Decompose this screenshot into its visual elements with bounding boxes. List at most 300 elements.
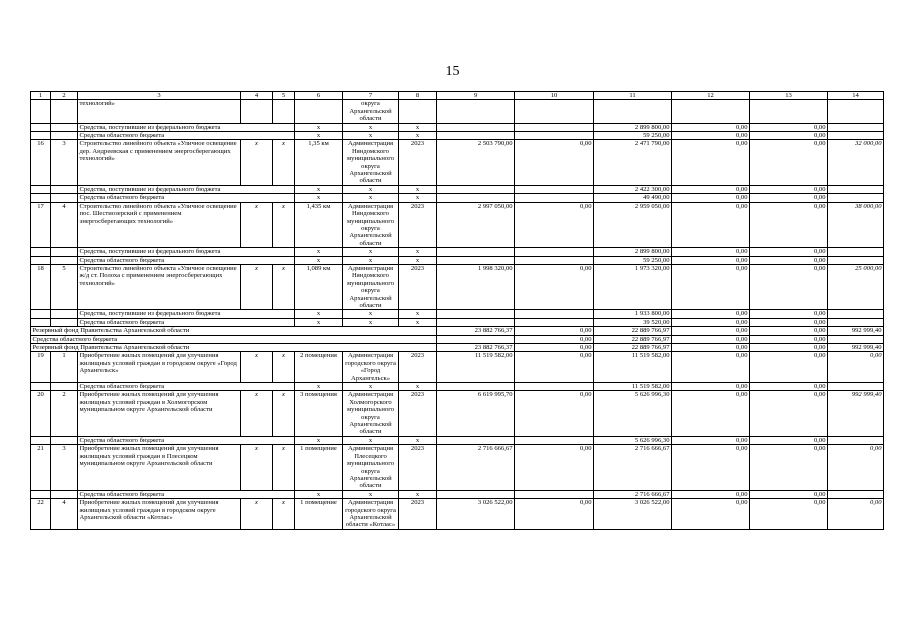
- table-cell: [273, 100, 295, 123]
- column-header: 8: [399, 92, 437, 100]
- table-cell: х: [343, 490, 399, 498]
- table-cell: [515, 383, 594, 391]
- table-cell: [31, 185, 51, 193]
- table-cell: 5 626 996,30: [594, 436, 672, 444]
- funding-source-row: [31, 490, 884, 498]
- table-cell: 0,00: [672, 327, 750, 335]
- total-row: [31, 335, 884, 343]
- table-cell: 0,00: [750, 248, 828, 256]
- table-cell: 2023: [399, 445, 437, 490]
- table-cell: 3 026 522,00: [594, 499, 672, 530]
- table-cell: 0,00: [750, 490, 828, 498]
- table-cell: технологий»: [78, 100, 241, 123]
- total-label: Средства областного бюджета: [31, 335, 437, 343]
- table-cell: 0,00: [672, 123, 750, 131]
- table-cell: [295, 100, 343, 123]
- table-cell: х: [399, 310, 437, 318]
- table-cell: [437, 194, 515, 202]
- table-cell: Строительство линейного объекта «Уличное освещение ж/д ст. Полоха с применением энергосберегающих технологий»: [78, 264, 241, 309]
- funding-source-row: [31, 256, 884, 264]
- table-cell: 2023: [399, 391, 437, 436]
- table-cell: х: [399, 132, 437, 140]
- funding-source-label: Средства областного бюджета: [78, 318, 295, 326]
- funding-source-label: Средства областного бюджета: [78, 132, 295, 140]
- table-cell: 0,00: [515, 344, 594, 352]
- funding-source-row: [31, 310, 884, 318]
- table-cell: 0,00: [672, 194, 750, 202]
- table-cell: 5 626 996,30: [594, 391, 672, 436]
- table-cell: 0,00: [515, 140, 594, 185]
- table-cell: 2 716 666,67: [594, 490, 672, 498]
- table-cell: [437, 185, 515, 193]
- table-cell: 0,00: [750, 383, 828, 391]
- funding-source-row: [31, 194, 884, 202]
- table-cell: 992 999,40: [828, 327, 884, 335]
- table-cell: 0,00: [672, 264, 750, 309]
- table-cell: 3 026 522,00: [437, 499, 515, 530]
- table-cell: [31, 318, 51, 326]
- table-cell: х: [295, 318, 343, 326]
- table-cell: х: [343, 194, 399, 202]
- table-cell: [750, 100, 828, 123]
- table-cell: [828, 123, 884, 131]
- table-cell: 4: [51, 202, 78, 247]
- table-cell: Администрация Няндомского муниципального округа Архангельской области: [343, 264, 399, 309]
- table-cell: [515, 123, 594, 131]
- table-cell: [515, 256, 594, 264]
- table-cell: [31, 256, 51, 264]
- table-cell: 0,00: [828, 499, 884, 530]
- table-cell: 2 959 050,00: [594, 202, 672, 247]
- table-cell: х: [343, 123, 399, 131]
- table-cell: 2023: [399, 140, 437, 185]
- column-header: 11: [594, 92, 672, 100]
- budget-table: [30, 91, 884, 530]
- table-cell: 1,435 км: [295, 202, 343, 247]
- table-cell: 2 997 050,00: [437, 202, 515, 247]
- table-cell: 6 619 995,70: [437, 391, 515, 436]
- table-cell: х: [399, 383, 437, 391]
- project-row: [31, 100, 884, 123]
- table-cell: х: [399, 318, 437, 326]
- page-number: 15: [445, 64, 460, 79]
- column-header: 1: [31, 92, 51, 100]
- table-cell: [437, 132, 515, 140]
- table-cell: [515, 490, 594, 498]
- table-cell: 0,00: [750, 256, 828, 264]
- column-header: 5: [273, 92, 295, 100]
- table-cell: х: [273, 445, 295, 490]
- table-cell: 0,00: [750, 318, 828, 326]
- table-cell: 0,00: [750, 445, 828, 490]
- table-cell: 1,35 км: [295, 140, 343, 185]
- table-cell: [51, 185, 78, 193]
- table-cell: х: [241, 202, 273, 247]
- table-cell: [51, 436, 78, 444]
- table-cell: 18: [31, 264, 51, 309]
- table-cell: [828, 256, 884, 264]
- column-header: 10: [515, 92, 594, 100]
- table-cell: [51, 123, 78, 131]
- funding-source-label: Средства областного бюджета: [78, 436, 295, 444]
- table-cell: 4: [51, 499, 78, 530]
- total-label: Резервный фонд Правительства Архангельской области: [31, 344, 437, 352]
- table-cell: [437, 335, 515, 343]
- table-cell: 2023: [399, 352, 437, 383]
- table-cell: [828, 318, 884, 326]
- table-cell: Администрация городского округа «Город Архангельск»: [343, 352, 399, 383]
- table-cell: 0,00: [750, 185, 828, 193]
- table-cell: х: [295, 383, 343, 391]
- table-cell: 992 999,40: [828, 344, 884, 352]
- table-cell: х: [343, 436, 399, 444]
- table-cell: х: [295, 490, 343, 498]
- table-cell: [51, 256, 78, 264]
- table-cell: 0,00: [828, 352, 884, 383]
- project-row: [31, 352, 884, 383]
- table-cell: 11 519 582,00: [594, 352, 672, 383]
- table-cell: 0,00: [828, 445, 884, 490]
- funding-source-label: Средства областного бюджета: [78, 383, 295, 391]
- table-cell: 32 000,00: [828, 140, 884, 185]
- table-cell: [437, 490, 515, 498]
- table-cell: х: [343, 185, 399, 193]
- column-header: 13: [750, 92, 828, 100]
- table-cell: 1 помещение: [295, 445, 343, 490]
- table-cell: 0,00: [672, 391, 750, 436]
- table-cell: [828, 490, 884, 498]
- table-cell: 0,00: [672, 436, 750, 444]
- table-cell: [437, 310, 515, 318]
- table-cell: 38 000,00: [828, 202, 884, 247]
- table-cell: 0,00: [750, 264, 828, 309]
- table-cell: х: [295, 436, 343, 444]
- table-cell: 2 899 800,00: [594, 248, 672, 256]
- table-cell: х: [241, 352, 273, 383]
- project-row: [31, 499, 884, 530]
- table-cell: Администрация городского округа Архангельской области «Котлас»: [343, 499, 399, 530]
- table-cell: х: [241, 499, 273, 530]
- table-cell: 1 998 320,00: [437, 264, 515, 309]
- project-row: [31, 140, 884, 185]
- table-cell: х: [295, 248, 343, 256]
- table-cell: х: [273, 140, 295, 185]
- table-cell: 2 422 300,00: [594, 185, 672, 193]
- table-cell: Администрация Няндомского муниципального округа Архангельской области: [343, 202, 399, 247]
- column-header: 6: [295, 92, 343, 100]
- table-cell: 0,00: [672, 499, 750, 530]
- table-cell: Приобретение жилых помещений для улучшения жилищных условий граждан в городском округе Архангельской области «Котлас»: [78, 499, 241, 530]
- total-row: [31, 327, 884, 335]
- column-header: 7: [343, 92, 399, 100]
- table-cell: [828, 248, 884, 256]
- table-cell: 0,00: [672, 310, 750, 318]
- table-cell: [51, 383, 78, 391]
- table-cell: х: [295, 132, 343, 140]
- table-cell: х: [295, 194, 343, 202]
- table-cell: [828, 310, 884, 318]
- table-cell: 5: [51, 264, 78, 309]
- table-cell: [437, 383, 515, 391]
- table-cell: х: [295, 123, 343, 131]
- table-cell: х: [273, 499, 295, 530]
- table-cell: х: [295, 310, 343, 318]
- table-cell: 2 716 666,67: [594, 445, 672, 490]
- table-cell: 0,00: [750, 335, 828, 343]
- table-cell: [31, 248, 51, 256]
- table-cell: х: [343, 248, 399, 256]
- table-cell: 0,00: [672, 132, 750, 140]
- table-cell: х: [295, 185, 343, 193]
- table-cell: х: [241, 445, 273, 490]
- table-cell: Администрация Плесецкого муниципального округа Архангельской области: [343, 445, 399, 490]
- table-cell: 3: [51, 445, 78, 490]
- table-cell: 0,00: [672, 256, 750, 264]
- table-cell: 0,00: [515, 445, 594, 490]
- table-cell: [31, 383, 51, 391]
- funding-source-row: [31, 248, 884, 256]
- table-cell: х: [343, 383, 399, 391]
- table-cell: [31, 100, 51, 123]
- table-cell: 0,00: [515, 391, 594, 436]
- table-cell: 21: [31, 445, 51, 490]
- table-cell: х: [295, 256, 343, 264]
- table-cell: 0,00: [672, 202, 750, 247]
- table-cell: 2023: [399, 202, 437, 247]
- table-cell: 0,00: [672, 335, 750, 343]
- table-cell: 22 889 766,97: [594, 327, 672, 335]
- table-cell: 1 933 800,00: [594, 310, 672, 318]
- table-cell: [515, 310, 594, 318]
- table-cell: х: [241, 140, 273, 185]
- table-cell: х: [343, 318, 399, 326]
- table-cell: [31, 436, 51, 444]
- table-cell: 0,00: [672, 383, 750, 391]
- table-cell: Администрация Холмогорского муниципального округа Архангельской области: [343, 391, 399, 436]
- table-cell: 0,00: [672, 318, 750, 326]
- total-row: [31, 344, 884, 352]
- table-cell: Строительство линейного объекта «Уличное освещение дер. Андреевская с применением энергосберегающих технологий»: [78, 140, 241, 185]
- table-cell: х: [241, 264, 273, 309]
- funding-source-row: [31, 318, 884, 326]
- table-cell: [51, 194, 78, 202]
- project-row: [31, 202, 884, 247]
- table-cell: [437, 318, 515, 326]
- table-cell: 0,00: [672, 185, 750, 193]
- table-cell: [51, 490, 78, 498]
- table-cell: [31, 490, 51, 498]
- table-cell: 59 250,00: [594, 132, 672, 140]
- table-cell: [31, 194, 51, 202]
- column-header: 9: [437, 92, 515, 100]
- table-cell: 0,00: [672, 344, 750, 352]
- table-cell: х: [241, 391, 273, 436]
- table-cell: 2: [51, 391, 78, 436]
- table-cell: 22: [31, 499, 51, 530]
- funding-source-label: Средства, поступившие из федерального бюджета: [78, 185, 295, 193]
- funding-source-label: Средства, поступившие из федерального бюджета: [78, 123, 295, 131]
- table-cell: 23 882 766,37: [437, 344, 515, 352]
- table-cell: 0,00: [750, 140, 828, 185]
- funding-source-label: Средства, поступившие из федерального бюджета: [78, 310, 295, 318]
- table-cell: [437, 123, 515, 131]
- table-cell: 0,00: [750, 310, 828, 318]
- table-cell: х: [273, 352, 295, 383]
- funding-source-label: Средства областного бюджета: [78, 194, 295, 202]
- table-cell: [828, 194, 884, 202]
- table-cell: [51, 318, 78, 326]
- funding-source-label: Средства областного бюджета: [78, 256, 295, 264]
- table-cell: 1 973 320,00: [594, 264, 672, 309]
- table-cell: [399, 100, 437, 123]
- table-cell: 0,00: [750, 352, 828, 383]
- funding-source-row: [31, 383, 884, 391]
- table-cell: округа Архангельской области: [343, 100, 399, 123]
- table-cell: 0,00: [750, 202, 828, 247]
- column-header: 14: [828, 92, 884, 100]
- funding-source-row: [31, 132, 884, 140]
- table-cell: Приобретение жилых помещений для улучшения жилищных условий граждан в Холмогорском муниципальном округе Архангельской области: [78, 391, 241, 436]
- table-cell: 1: [51, 352, 78, 383]
- table-cell: х: [343, 256, 399, 264]
- table-cell: [672, 100, 750, 123]
- table-cell: 0,00: [750, 436, 828, 444]
- table-cell: 0,00: [750, 391, 828, 436]
- table-cell: [828, 436, 884, 444]
- table-cell: [828, 383, 884, 391]
- table-cell: 2 899 800,00: [594, 123, 672, 131]
- table-cell: [437, 436, 515, 444]
- table-cell: х: [273, 202, 295, 247]
- table-cell: 0,00: [750, 132, 828, 140]
- project-row: [31, 445, 884, 490]
- table-cell: [437, 248, 515, 256]
- table-cell: [31, 310, 51, 318]
- table-cell: Администрация Няндомского муниципального округа Архангельской области: [343, 140, 399, 185]
- table-cell: х: [399, 490, 437, 498]
- table-cell: 0,00: [515, 335, 594, 343]
- table-cell: 23 882 766,37: [437, 327, 515, 335]
- table-cell: [31, 123, 51, 131]
- table-cell: [51, 100, 78, 123]
- table-cell: [51, 248, 78, 256]
- table-cell: 39 520,00: [594, 318, 672, 326]
- table-cell: [594, 100, 672, 123]
- table-cell: 3: [51, 140, 78, 185]
- table-cell: х: [399, 256, 437, 264]
- table-cell: х: [273, 391, 295, 436]
- header-row: [31, 92, 884, 100]
- table-cell: 22 889 766,97: [594, 335, 672, 343]
- table-cell: 992 999,40: [828, 391, 884, 436]
- table-cell: 0,00: [750, 194, 828, 202]
- table-cell: 49 490,00: [594, 194, 672, 202]
- table-cell: 3 помещения: [295, 391, 343, 436]
- table-cell: 0,00: [672, 248, 750, 256]
- table-cell: Строительство линейного объекта «Уличное освещение пос. Шестиозерский с применением энергосберегающих технологий»: [78, 202, 241, 247]
- table-cell: 2 471 790,00: [594, 140, 672, 185]
- table-cell: [515, 100, 594, 123]
- column-header: 2: [51, 92, 78, 100]
- table-cell: 19: [31, 352, 51, 383]
- table-cell: 25 000,00: [828, 264, 884, 309]
- table-cell: [51, 310, 78, 318]
- table-cell: х: [399, 185, 437, 193]
- funding-source-row: [31, 436, 884, 444]
- table-cell: 20: [31, 391, 51, 436]
- table-cell: [828, 335, 884, 343]
- table-cell: [437, 256, 515, 264]
- table-cell: 2023: [399, 264, 437, 309]
- table-cell: 1,089 км: [295, 264, 343, 309]
- table-cell: [51, 132, 78, 140]
- total-label: Резервный фонд Правительства Архангельской области: [31, 327, 437, 335]
- table-cell: 0,00: [515, 327, 594, 335]
- table-cell: [828, 132, 884, 140]
- table-cell: 2 помещения: [295, 352, 343, 383]
- table-cell: 11 519 582,00: [437, 352, 515, 383]
- table-cell: [437, 100, 515, 123]
- table-cell: 0,00: [672, 352, 750, 383]
- column-header: 12: [672, 92, 750, 100]
- table-cell: 0,00: [672, 490, 750, 498]
- table-cell: 0,00: [750, 499, 828, 530]
- table-cell: х: [399, 123, 437, 131]
- table-cell: 11 519 582,00: [594, 383, 672, 391]
- table-cell: [515, 248, 594, 256]
- funding-source-label: Средства, поступившие из федерального бюджета: [78, 248, 295, 256]
- table-cell: 0,00: [750, 344, 828, 352]
- project-row: [31, 264, 884, 309]
- table-cell: 2 716 666,67: [437, 445, 515, 490]
- table-cell: 16: [31, 140, 51, 185]
- table-cell: х: [399, 194, 437, 202]
- table-cell: Приобретение жилых помещений для улучшения жилищных условий граждан в Плесецком муниципальном округе Архангельской области: [78, 445, 241, 490]
- table-cell: [515, 194, 594, 202]
- funding-source-label: Средства областного бюджета: [78, 490, 295, 498]
- table-cell: [828, 185, 884, 193]
- table-cell: Приобретение жилых помещений для улучшения жилищных условий граждан в городском округе «Город Архангельск»: [78, 352, 241, 383]
- table-cell: х: [343, 132, 399, 140]
- table-cell: [515, 185, 594, 193]
- table-cell: 0,00: [515, 202, 594, 247]
- table-cell: 0,00: [515, 499, 594, 530]
- table-cell: х: [273, 264, 295, 309]
- table-cell: 1 помещение: [295, 499, 343, 530]
- table-cell: [515, 132, 594, 140]
- table-cell: х: [399, 436, 437, 444]
- table-cell: 0,00: [672, 445, 750, 490]
- table-cell: 0,00: [515, 264, 594, 309]
- table-cell: [828, 100, 884, 123]
- table-cell: [31, 132, 51, 140]
- table-cell: 0,00: [750, 327, 828, 335]
- table-cell: 59 250,00: [594, 256, 672, 264]
- funding-source-row: [31, 123, 884, 131]
- table-cell: [515, 436, 594, 444]
- project-row: [31, 391, 884, 436]
- table-body: [31, 92, 884, 530]
- table-cell: 0,00: [750, 123, 828, 131]
- table-cell: 2023: [399, 499, 437, 530]
- table-cell: х: [399, 248, 437, 256]
- column-header: 4: [241, 92, 273, 100]
- table-cell: [241, 100, 273, 123]
- table-cell: 0,00: [515, 352, 594, 383]
- table-cell: 2 503 790,00: [437, 140, 515, 185]
- table-cell: 22 889 766,97: [594, 344, 672, 352]
- table-cell: [515, 318, 594, 326]
